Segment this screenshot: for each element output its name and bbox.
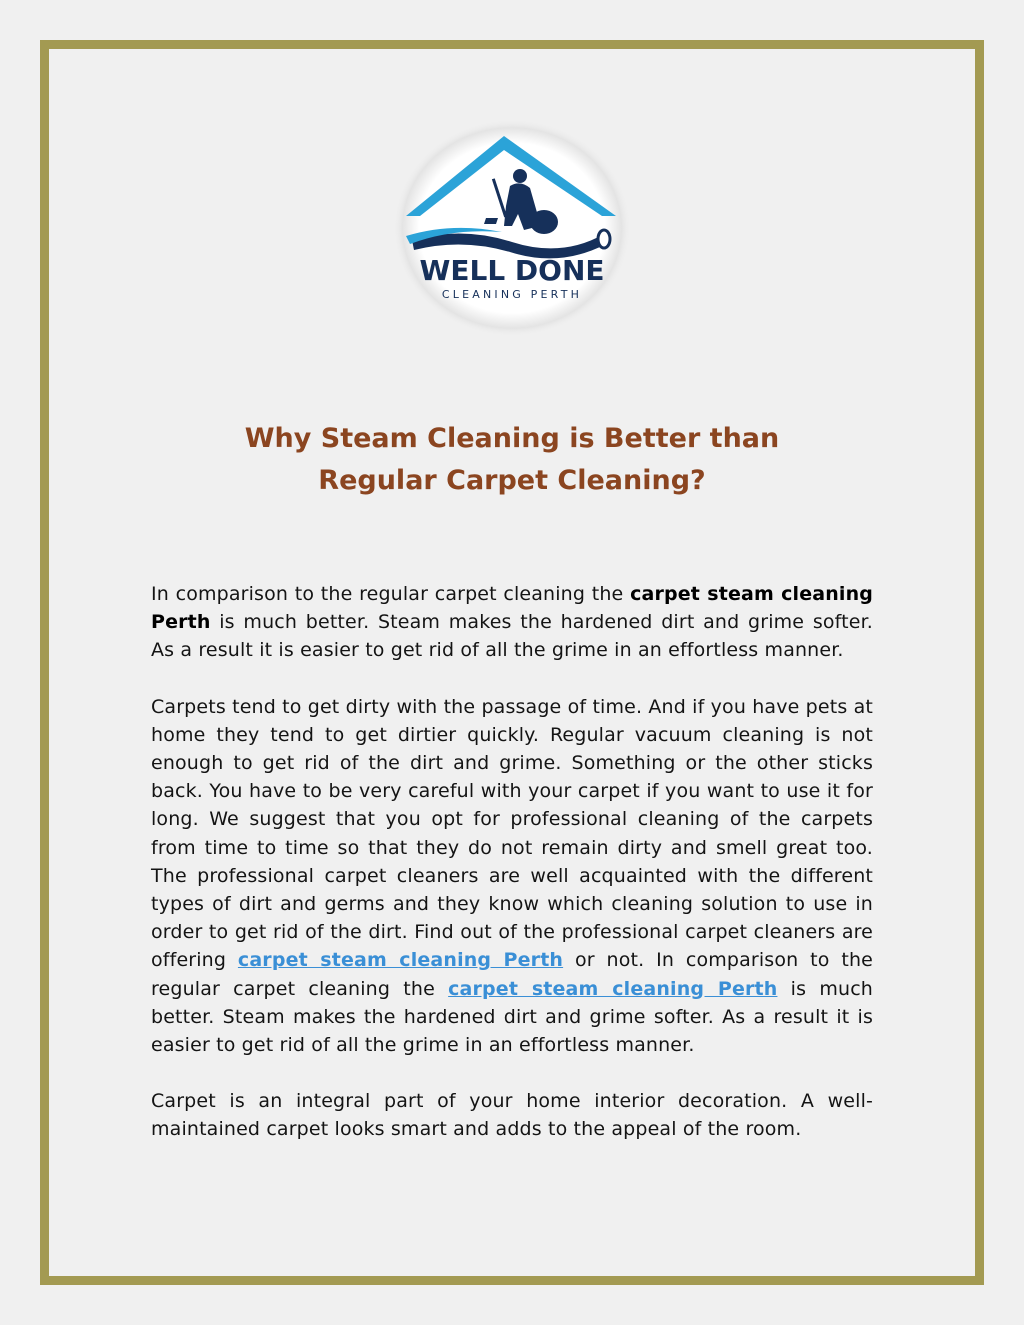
p2-text-3: is much better. Steam makes the hardened dirt and grime softer. As a result it is easier to get rid of all the grime in an effortless manner. xyxy=(151,977,873,1057)
paragraph-2 xyxy=(151,693,873,1060)
article-body xyxy=(151,580,873,1172)
well-done-logo xyxy=(392,118,632,338)
p2-text-2: or not. In comparison to the regular carpet cleaning the xyxy=(151,949,873,1000)
paragraph-3 xyxy=(151,1087,873,1143)
hose-end-icon xyxy=(598,230,610,248)
title-line-1: Why Steam Cleaning is Better than xyxy=(244,423,780,454)
p1-bold-keyword: carpet steam cleaning Perth xyxy=(151,583,873,634)
logo-graphic xyxy=(392,118,632,338)
p2-text-1: Carpets tend to get dirty with the passage of time. And if you have pets at home they tend to get dirtier quickly. Regular vacuum cleaning is not enough to get rid of the dirt and grime. Something or the other sticks back. You have to be very careful with your carpet if you want to use it for long. We suggest that you opt for professional cleaning of the carpets from time to time so that they do not remain dirty and smell great too. The professional carpet cleaners are well acquainted with the different types of dirt and germs and they know which cleaning solution to use in order to get rid of the dirt. Find out of the professional carpet cleaners are offering xyxy=(151,695,873,972)
paragraph-1 xyxy=(151,580,873,665)
logo-brand: WELL DONE xyxy=(419,254,605,287)
carpet-steam-cleaning-link-2[interactable]: carpet steam cleaning Perth xyxy=(448,977,778,1000)
p1-text-1: In comparison to the regular carpet cleaning the xyxy=(151,583,631,605)
article-title xyxy=(150,418,874,502)
title-line-2: Regular Carpet Cleaning? xyxy=(318,465,706,496)
p1-text-2: is much better. Steam makes the hardened dirt and grime softer. As a result it is easier to get rid of all the grime in an effortless manner. xyxy=(151,611,873,662)
logo-tagline: CLEANING PERTH xyxy=(441,288,583,301)
p3-text-1: Carpet is an integral part of your home interior decoration. A well-maintained carpet looks smart and adds to the appeal of the room. xyxy=(151,1090,873,1141)
carpet-steam-cleaning-link-1[interactable]: carpet steam cleaning Perth xyxy=(237,949,564,972)
